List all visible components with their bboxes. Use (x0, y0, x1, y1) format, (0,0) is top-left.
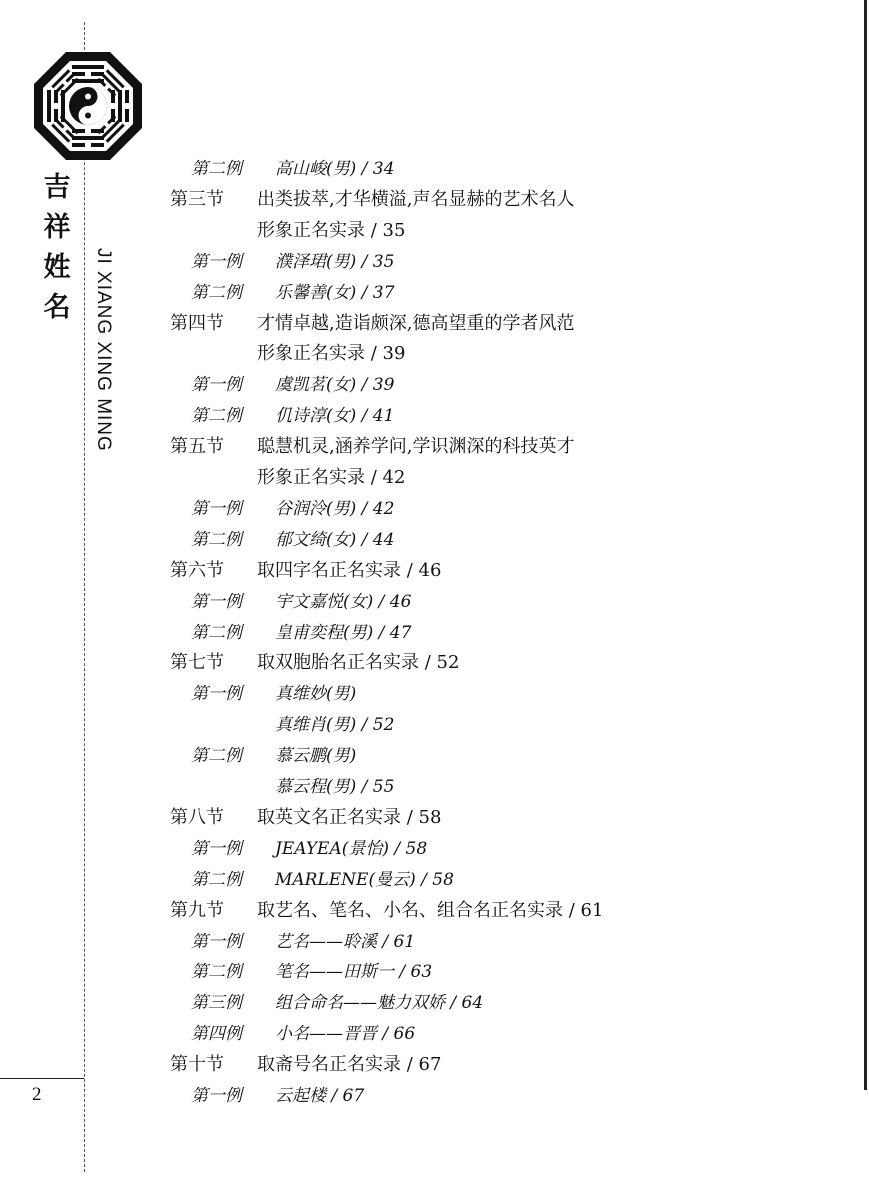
toc-section-entry[interactable] (170, 648, 459, 678)
side-title-char: 吉 (43, 172, 71, 203)
toc-entry-label: 第二例 (191, 282, 242, 303)
side-pinyin-title: JI XIANG XING MING (93, 248, 114, 452)
toc-entry-label: 第二例 (191, 406, 242, 427)
toc-entry-text: 形象正名实录 / 35 (257, 219, 406, 241)
toc-entry-label: 第一例 (191, 498, 242, 519)
toc-entry-text: 出类拔萃,才华横溢,声名显赫的艺术名人 (257, 188, 575, 210)
toc-example-entry[interactable] (191, 865, 454, 895)
toc-entry-label: 第二例 (191, 622, 242, 643)
toc-entry-label: 第二例 (191, 869, 242, 890)
toc-example-entry[interactable] (191, 679, 356, 709)
toc-entry-text: 谷润泠(男) / 42 (275, 498, 395, 519)
toc-example-entry[interactable] (191, 154, 394, 184)
toc-entry-label: 第三节 (170, 188, 224, 210)
toc-example-entry[interactable] (191, 370, 394, 400)
toc-entry-label: 第二例 (191, 962, 242, 983)
toc-entry-text: 才情卓越,造诣颇深,德高望重的学者风范 (257, 312, 575, 334)
toc-section-entry[interactable] (170, 1050, 441, 1080)
toc-entry-text: 小名——晋晋 / 66 (275, 1024, 416, 1045)
toc-example-entry[interactable] (191, 401, 394, 431)
toc-entry-text: 取艺名、笔名、小名、组合名正名实录 / 61 (257, 899, 604, 921)
toc-entry-label: 第六节 (170, 559, 224, 581)
footer-rule (0, 1078, 84, 1079)
toc-entry-label: 第一例 (191, 931, 242, 952)
toc-entry-text: 虞凯茗(女) / 39 (275, 375, 395, 396)
toc-example-entry[interactable] (275, 710, 394, 740)
toc-section-entry[interactable] (257, 339, 405, 369)
toc-entry-text: 取斋号名正名实录 / 67 (257, 1054, 442, 1076)
toc-entry-text: 慕云鹏(男) (275, 746, 357, 767)
toc-section-entry[interactable] (170, 803, 441, 833)
toc-example-entry[interactable] (191, 494, 394, 524)
toc-example-entry[interactable] (191, 618, 411, 648)
toc-entry-label: 第九节 (170, 899, 224, 921)
toc-entry-text: 组合命名——魅力双娇 / 64 (275, 993, 484, 1014)
toc-entry-text: 真维肖(男) / 52 (275, 715, 395, 736)
toc-section-entry[interactable] (257, 216, 405, 246)
toc-entry-text: 取英文名正名实录 / 58 (257, 806, 442, 828)
toc-entry-text: 郁文绮(女) / 44 (275, 529, 395, 550)
toc-entry-text: 宇文嘉悦(女) / 46 (275, 591, 412, 612)
toc-entry-text: 真维妙(男) (275, 684, 357, 705)
toc-entry-text: 慕云程(男) / 55 (275, 777, 395, 797)
toc-entry-label: 第一例 (191, 838, 242, 859)
toc-entry-text: 皇甫奕程(男) / 47 (275, 622, 412, 643)
toc-example-entry[interactable] (191, 741, 356, 771)
margin-dashed-line (84, 22, 85, 1172)
toc-section-entry[interactable] (170, 185, 574, 215)
toc-entry-label: 第八节 (170, 806, 224, 828)
toc-example-entry[interactable] (191, 927, 415, 957)
toc-entry-text: 形象正名实录 / 42 (257, 467, 406, 488)
side-book-title (40, 168, 74, 328)
bagua-taiji-icon (30, 48, 146, 164)
toc-example-entry[interactable] (191, 988, 483, 1018)
toc-example-entry[interactable] (191, 278, 394, 308)
toc-example-entry[interactable] (191, 957, 432, 987)
toc-entry-label: 第五节 (170, 436, 224, 458)
toc-entry-text: JEAYEA(景怡) / 58 (275, 838, 428, 859)
toc-entry-text: 取四字名正名实录 / 46 (257, 559, 442, 581)
toc-entry-text: 云起楼 / 67 (275, 1086, 365, 1106)
toc-example-entry[interactable] (191, 834, 427, 864)
toc-entry-label: 第三例 (191, 993, 242, 1014)
toc-entry-text: 取双胞胎名正名实录 / 52 (257, 652, 460, 674)
toc-example-entry[interactable] (191, 247, 394, 277)
toc-entry-text: MARLENE(曼云) / 58 (275, 869, 454, 890)
toc-example-entry[interactable] (191, 587, 411, 617)
toc-example-entry[interactable] (275, 772, 394, 802)
side-title-char: 名 (43, 292, 71, 323)
page-number: 2 (32, 1084, 42, 1105)
side-title-char: 姓 (43, 252, 71, 283)
toc-example-entry[interactable] (191, 525, 394, 555)
toc-section-entry[interactable] (170, 896, 603, 926)
toc-entry-label: 第二例 (191, 159, 242, 179)
toc-entry-text: 形象正名实录 / 39 (257, 343, 406, 365)
toc-entry-text: 聪慧机灵,涵养学问,学识渊深的科技英才 (257, 436, 575, 458)
right-edge-rule (864, 0, 867, 1090)
toc-entry-label: 第四例 (191, 1024, 242, 1045)
toc-example-entry[interactable] (191, 1081, 364, 1111)
toc-entry-label: 第一例 (191, 375, 242, 396)
toc-entry-label: 第一例 (191, 1086, 242, 1106)
toc-section-entry[interactable] (257, 463, 405, 493)
toc-entry-label: 第十节 (170, 1054, 224, 1076)
toc-entry-text: 乐馨善(女) / 37 (275, 282, 395, 303)
toc-example-entry[interactable] (191, 1019, 415, 1049)
toc-section-entry[interactable] (170, 432, 574, 462)
toc-entry-label: 第一例 (191, 251, 242, 272)
toc-entry-label: 第七节 (170, 652, 224, 674)
toc-entry-text: 高山峻(男) / 34 (275, 159, 395, 179)
toc-entry-label: 第一例 (191, 684, 242, 705)
toc-entry-text: 仉诗淳(女) / 41 (275, 406, 395, 427)
toc-entry-label: 第二例 (191, 746, 242, 767)
toc-section-entry[interactable] (170, 309, 574, 339)
toc-entry-label: 第四节 (170, 312, 224, 334)
toc-entry-label: 第二例 (191, 529, 242, 550)
toc-entry-text: 艺名——聆溪 / 61 (275, 931, 416, 952)
toc-entry-text: 濮泽珺(男) / 35 (275, 251, 395, 272)
toc-entry-text: 笔名——田斯一 / 63 (275, 962, 433, 983)
toc-section-entry[interactable] (170, 556, 441, 586)
side-title-char: 祥 (43, 212, 71, 243)
toc-entry-label: 第一例 (191, 591, 242, 612)
